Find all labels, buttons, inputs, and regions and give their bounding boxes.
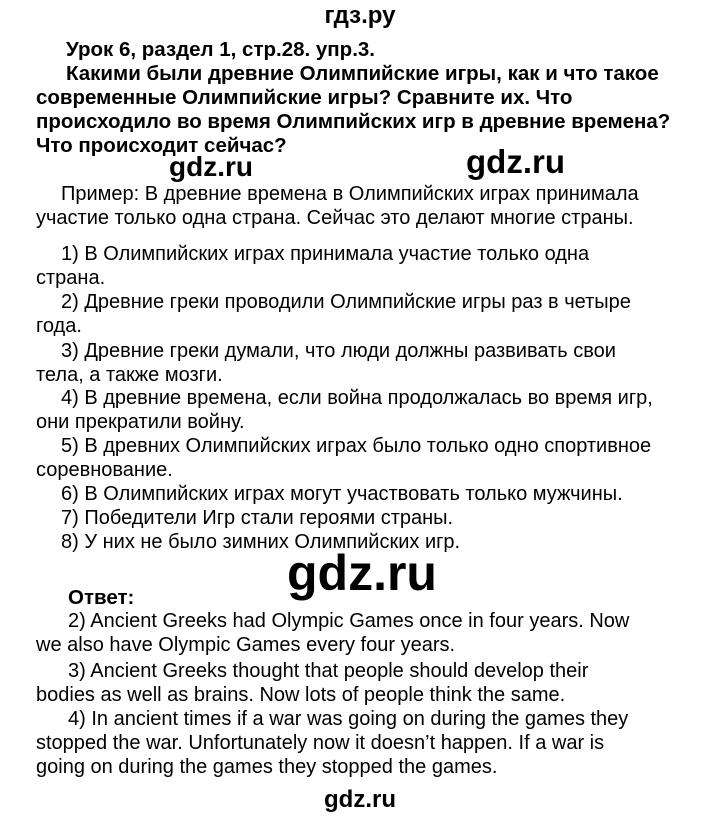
site-footer: gdz.ru: [324, 786, 396, 813]
question-line-3: происходило во время Олимпийских игр в древние времена?: [36, 110, 671, 133]
list-item: 5) В древних Олимпийских играх было только одно спортивное: [61, 435, 652, 457]
question-line-2: современные Олимпийские игры? Сравните их. Что: [36, 86, 573, 109]
answer-item: bodies as well as brains. Now lots of people think the same.: [36, 684, 566, 706]
answer-item: 3) Ancient Greeks thought that people should develop their: [68, 660, 589, 682]
list-item: соревнование.: [36, 459, 173, 481]
list-item: 7) Победители Игр стали героями страны.: [61, 507, 454, 529]
list-item: они прекратили войну.: [36, 411, 245, 433]
example-line-1: Пример: В древние времена в Олимпийских играх принимала: [61, 183, 639, 205]
list-item: 2) Древние греки проводили Олимпийские игры раз в четыре: [61, 291, 631, 313]
answer-item: we also have Olympic Games every four years.: [36, 634, 456, 656]
list-item: тела, а также мозги.: [36, 364, 223, 386]
site-header: гдз.ру: [324, 2, 396, 29]
list-item: года.: [36, 315, 82, 337]
watermark-large: gdz.ru: [287, 545, 437, 601]
lesson-heading: Урок 6, раздел 1, стр.28. упр.3.: [66, 38, 376, 61]
answer-label: Ответ:: [68, 586, 135, 609]
answer-item: stopped the war. Unfortunately now it doesn’t happen. If a war is: [36, 732, 605, 754]
list-item: 4) В древние времена, если война продолжалась во время игр,: [61, 387, 653, 409]
answer-item: 2) Ancient Greeks had Olympic Games once in four years. Now: [68, 610, 630, 632]
list-item: 1) В Олимпийских играх принимала участие только одна: [61, 243, 590, 265]
question-line-4: Что происходит сейчас?: [36, 134, 287, 157]
list-item: 3) Древние греки думали, что люди должны развивать свои: [61, 340, 616, 362]
list-item: 8) У них не было зимних Олимпийских игр.: [61, 531, 461, 553]
watermark-small: gdz.ru: [169, 151, 253, 182]
example-line-2: участие только одна страна. Сейчас это делают многие страны.: [36, 207, 634, 229]
answer-item: 4) In ancient times if a war was going on during the games they: [68, 708, 629, 730]
answer-item: going on during the games they stopped the games.: [36, 756, 498, 778]
watermark-medium: gdz.ru: [466, 143, 565, 180]
list-item: 6) В Олимпийских играх могут участвовать только мужчины.: [61, 483, 623, 505]
question-line-1: Какими были древние Олимпийские игры, как и что такое: [66, 62, 659, 85]
list-item: страна.: [36, 267, 106, 289]
